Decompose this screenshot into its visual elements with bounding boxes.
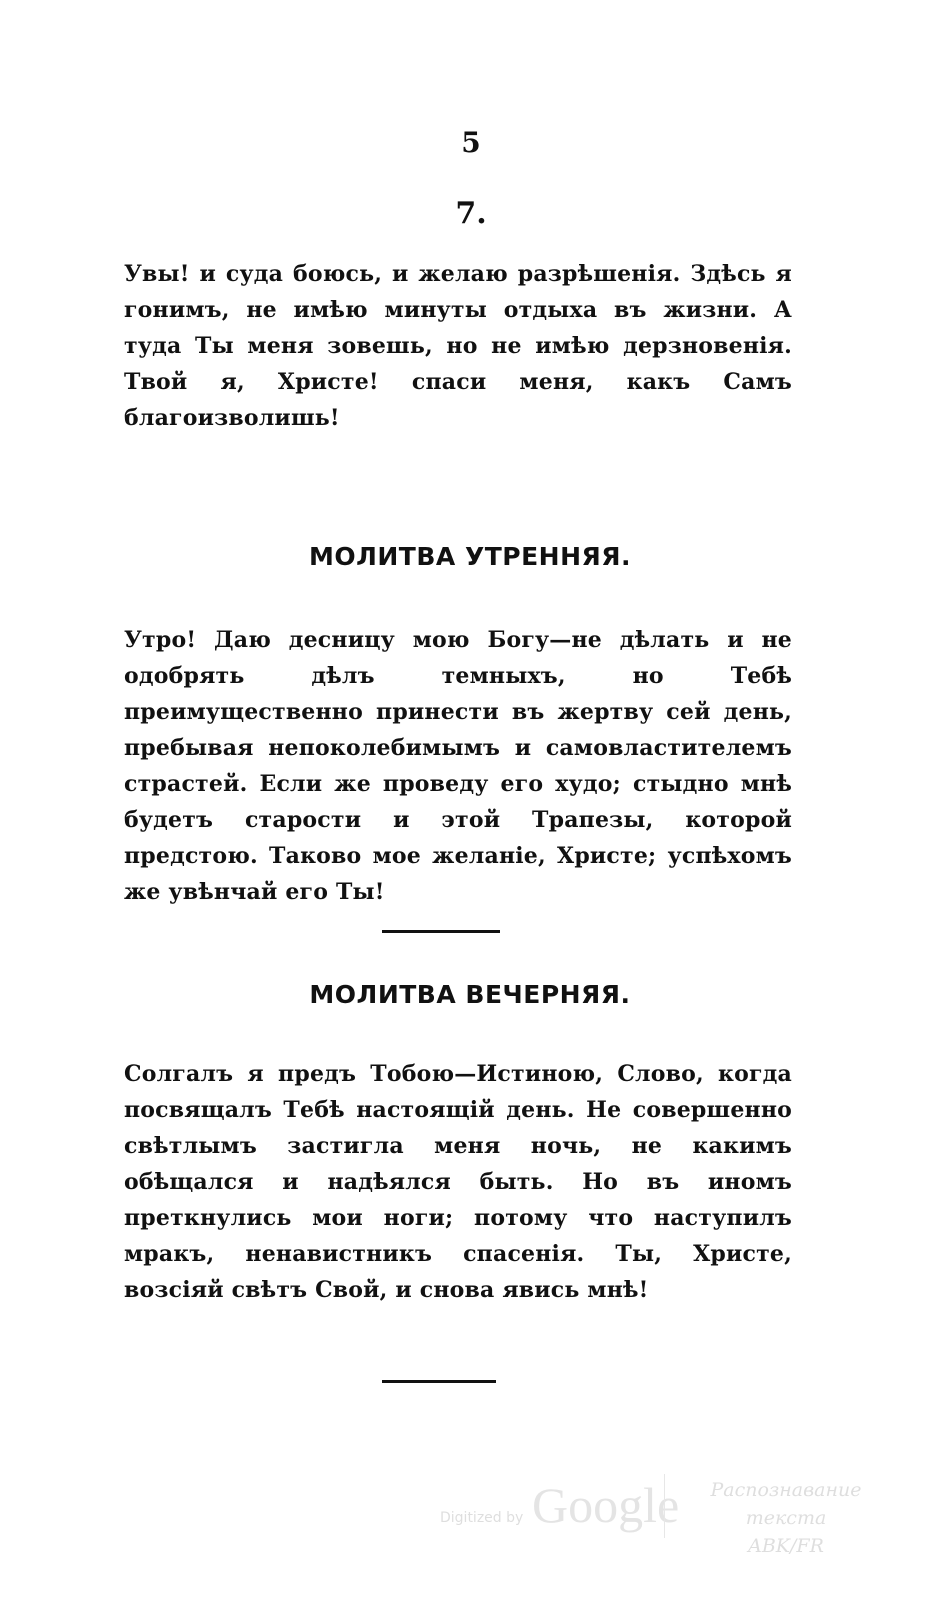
watermark-divider [664, 1474, 665, 1538]
paragraph-1: Увы! и суда боюсь, и желаю разрѣшенія. Здѣсь я гонимъ, не имѣю минуты отдыха въ жизни. А туда Ты меня зовешь, но не имѣю дерзновенія. Твой я, Христе! спаси меня, какъ Самъ благоизволишь! [124, 261, 792, 431]
divider-rule-bottom [382, 1380, 496, 1383]
paragraph-evening-prayer: Солгалъ я предъ Тобою—Истиною, Слово, когда посвящалъ Тебѣ настоящій день. Не совершенно свѣтлымъ застигла меня ночь, не какимъ обѣщался и надѣялся быть. Но въ иномъ преткнулись мои ноги; потому что наступилъ мракъ, ненавистникъ спасенія. Ты, Христе, возсіяй свѣтъ Свой, и снова явись мнѣ! [124, 1061, 792, 1303]
watermark-digitized-by: Digitized by [440, 1510, 524, 1526]
divider-rule [382, 930, 500, 933]
watermark-google-logo: Google [532, 1477, 680, 1533]
page-number: 5 [461, 126, 481, 159]
watermark-ocr-line-2: ABK/FR [748, 1535, 824, 1557]
section-number: 7. [455, 196, 487, 231]
watermark-ocr-line-1: Распознавание текста [710, 1479, 862, 1529]
digitization-watermark [440, 1470, 910, 1560]
watermark-ocr-note [670, 1476, 902, 1560]
heading-morning-prayer: МОЛИТВА УТРЕННЯЯ. [308, 542, 632, 571]
paragraph-morning-prayer: Утро! Даю десницу мою Богу—не дѣлать и не одобрять дѣлъ темныхъ, но Тебѣ преимущественно принести въ жертву сей день, пребывая непоколебимымъ и самовластителемъ страстей. Если же проведу его худо; стыдно мнѣ будетъ старости и этой Трапезы, которой предстою. Таково мое желаніе, Христе; успѣхомъ же увѣнчай его Ты! [124, 627, 792, 905]
heading-evening-prayer: МОЛИТВА ВЕЧЕРНЯЯ. [309, 980, 631, 1009]
